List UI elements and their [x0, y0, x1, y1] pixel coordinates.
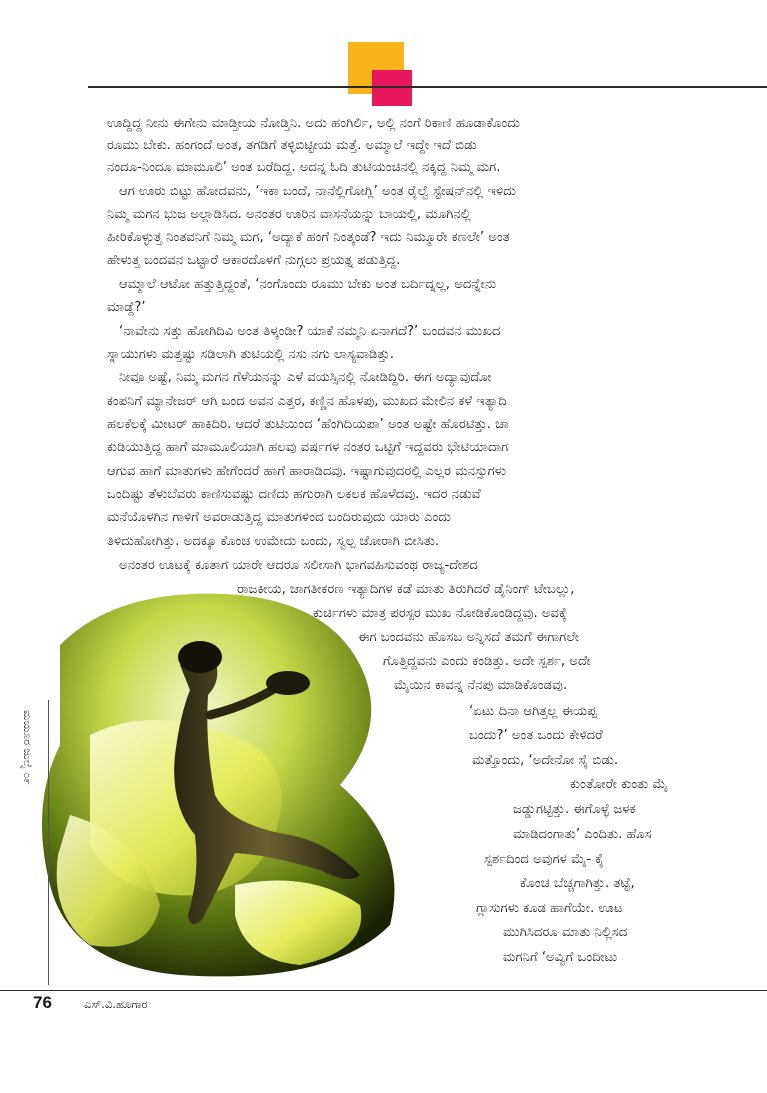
illustration	[30, 585, 475, 985]
text-line: ಕಂಪನಿಗೆ ಮ್ಯಾನೇಜರ್ ಆಗಿ ಬಂದ ಅವನ ಎತ್ತರ, ಕಣ್ಣಿನ ಹೊಳಪು, ಮುಖದ ಮೇಲಿನ ಕಳೆ ಇತ್ಯಾದಿ	[107, 394, 507, 409]
text-line: ಒಂದಿಷ್ಟು ತೆಳುಬೆವರು ಕಾಣಿಸುವಷ್ಟು ದಣಿದು ಹಗುರಾಗಿ ಲಕಲಕ ಹೊಳೆದವು. ಇದರ ನಡುವೆ	[107, 487, 481, 502]
text-line: ಮುಗಿಸಿದರೂ ಮಾತು ನಿಲ್ಲಿಸದ	[503, 925, 628, 940]
text-line: ಕುಂತೋರೇ ಕುಂತು ಮೈ	[570, 777, 668, 792]
margin-rule	[48, 700, 49, 985]
header-rule	[88, 86, 767, 88]
text-line: ಮಗನಿಗೆ ‘ಅವ್ವಿಗೆ ಒಂದೀಟು	[503, 950, 618, 965]
text-line: ಆಗ ಊರು ಬಿಟ್ಟು ಹೋದವನು, ‘ಇಕಾ ಬಂದೆ, ನಾನೆಲ್ಲಿಗೋಗ್ಲಿ’ ಅಂತ ರೈಲ್ವೆ ಸ್ಟೇಷನ್‌ನಲ್ಲಿ ಇಳಿದು	[119, 184, 516, 199]
text-line: ರಾಜಕೀಯ, ಜಾಗತೀಕರಣ ಇತ್ಯಾದಿಗಳ ಕಡೆ ಮಾತು ತಿರುಗಿದರೆ ಡೈನಿಂಗ್ ಟೇಬಲ್ಲು,	[237, 582, 575, 597]
text-line: ಗೊತ್ತಿದ್ದವನು ಎಂದು ಕಂಡಿತ್ತು. ಅದೇ ಸ್ಪರ್ಶ, ಅದೇ	[383, 654, 591, 669]
text-line: ಮತ್ತೊಂದು, ‘ಅದೇನೋ ಸೈ ಬಿಡು.	[472, 753, 619, 768]
text-line: ಮನೆಯೊಳಗಿನ ಗಾಳಿಗೆ ಅವರಾಡುತ್ತಿದ್ದ ಮಾತುಗಳಿಂದ ಬಂದಿರುವುದು ಯಾರು ಎಂದು	[107, 510, 452, 525]
text-line: ಕೊಂಚ ಬೆಚ್ಚಗಾಗಿತ್ತು. ತಟ್ಟೆ,	[520, 876, 635, 891]
text-line: ಆಮ್ಮಾಲೆ ಆಟೋ ಹತ್ತುತ್ತಿದ್ದಂತೆ, ‘ನಂಗೊಂದು ರೂಮು ಬೇಕು ಅಂತ ಬರ್ದಿದ್ನಲ್ಲ, ಅದನ್ನೇನು	[119, 277, 497, 292]
text-line: ಆಗುವ ಹಾಗೆ ಮಾತುಗಳು ಹೇಗೆಂದರೆ ಹಾಗೆ ಹಾರಾಡಿದವು. ಇಷ್ಟಾಗುವುದರಲ್ಲಿ ಎಲ್ಲರ ಮನಸ್ಸುಗಳು	[107, 464, 507, 479]
text-line: ನೀವೂ ಅಷ್ಟೆ, ನಿಮ್ಮ ಮಗನ ಗೆಳೆಯನನ್ನು ಎಳೆ ವಯಸ್ಸಿನಲ್ಲಿ ನೋಡಿದ್ದಿರಿ. ಈಗ ಅದ್ಯಾವುದೋ	[119, 370, 492, 385]
text-line: ‘ಏಟು ದಿನಾ ಆಗಿತ್ತಲ್ಲ ಈಯಪ್ಪ	[469, 704, 597, 719]
text-line: ಸ್ನಾಯುಗಳು ಮತ್ತಷ್ಟು ಸಡಿಲಾಗಿ ತುಟಿಯಲ್ಲಿ ನಸು ನಗು ಲಾಸ್ಯವಾಡಿತ್ತು.	[107, 347, 394, 362]
text-line: ಅನಂತರ ಊಟಕ್ಕೆ ಕೂತಾಗ ಯಾರೇ ಆದರೂ ಸಲೀಸಾಗಿ ಭಾಗವಹಿಸುವಂಥ ರಾಜ್ಯ-ದೇಶದ	[119, 558, 478, 573]
text-line: ‘ನಾವೇನು ಸತ್ತು ಹೋಗಿದಿವಿ ಅಂತ ತಿಳ್ಕಂಡೀ? ಯಾಕೆ ನಮ್ಮನಿ ಏನಾಗದೆ?’ ಬಂದವನ ಮುಖದ	[119, 324, 501, 339]
text-line: ನಿಮ್ಮ ಮಗನ ಭುಜ ಅಲ್ಲಾಡಿಸಿದ. ಅನಂತರ ಊರಿನ ವಾಸನೆಯನ್ನು ಬಾಯಲ್ಲಿ, ಮೂಗಿನಲ್ಲಿ	[107, 207, 471, 222]
text-line: ಹಲಕೆಲಕ್ಕೆ ಮೀಟರ್ ಹಾಕಿದಿರಿ. ಆದರೆ ತುಟಿಯಿಂದ ‘ಹೆಂಗಿದಿಯಪಾ’ ಅಂತ ಅಷ್ಟೇ ಹೊರಟಿತ್ತು. ಚಾ	[107, 417, 509, 432]
text-line: ತಿಳಿದುಹೋಗಿತ್ತು. ಅದಕ್ಕೂ ಕೊಂಚ ಉಮೇದು ಬಂದು, ಸ್ವಲ್ಪ ಜೋರಾಗಿ ಬೀಸಿತು.	[107, 534, 440, 549]
text-line: ಕುರ್ಚಿಗಳು ಮಾತ್ರ ಪರಸ್ಪರ ಮುಖ ನೋಡಿಕೊಂಡಿದ್ದವು. ಅವಕ್ಕೆ	[313, 606, 567, 621]
text-line: ಮಾಡ್ದೆ?’	[107, 300, 146, 315]
footer-rule	[0, 990, 767, 991]
text-line: ಜಡ್ಡುಗಟ್ಟಿತ್ತು. ಈಗೊಳ್ಳೆ ಜಳಕ	[513, 802, 636, 817]
text-line: ಮಾಡಿದಂಗಾತು’ ಎಂದಿತು. ಹೊಸ	[513, 827, 652, 842]
text-line: ಊದ್ದಿದ್ದ ನೀನು ಈಗೇನು ಮಾಡ್ತೀಯ ನೋಡ್ತಿನಿ. ಅದು ಹಂಗಿರ್ಲಿ, ಅಲ್ಲಿ ನಂಗೆ ರಿಕಾಣಿ ಹೂಡಾಕೊಂದು	[107, 116, 520, 131]
page-number: 76	[33, 993, 52, 1012]
text-line: ಗ್ಲಾಸುಗಳು ಕೂಡ ಹಾಗೆಯೇ. ಊಟ	[476, 901, 623, 916]
text-line: ಕುಡಿಯುತ್ತಿದ್ದ ಹಾಗೆ ಮಾಮೂಲಿಯಾಗಿ ಹಲವು ವರ್ಷಗಳ ನಂತರ ಒಟ್ಟಿಗೆ ಇದ್ದವರು ಭೇಟಿಯಾದಾಗ	[107, 440, 509, 455]
author-name: ಎಸ್.ವಿ.ಹೂಗಾರ	[84, 997, 148, 1011]
margin-note: ಮಯೂರ ಜುಲೈ ೦೯	[21, 710, 34, 785]
text-line: ಹೇಳುತ್ತ ಬಂದವನ ಒಟ್ಟಾರೆ ಆಕಾರದೊಳಗೆ ನುಗ್ಗಲು ಪ್ರಯತ್ನ ಪಡುತ್ತಿದ್ದ.	[107, 253, 401, 268]
header-accent-pink	[372, 70, 412, 106]
text-line: ಹೀರಿಕೊಳ್ಳುತ್ತ ನಿಂತವನಿಗೆ ನಿಮ್ಮ ಮಗ, ‘ಅದ್ಯಾಕೆ ಹಂಗೆ ನಿಂತ್ಕಂಡೆ? ಇದು ನಿಮ್ಮೂರೇ ಕಣಲೇ’ ಅಂತ	[107, 230, 510, 245]
text-line: ರೂಮು ಬೇಕು. ಹಂಗಂದೆ ಅಂತ, ತಗಡಿಗೆ ತಳ್ಳಿಬಿಟ್ಟೀಯ ಮತ್ತೆ. ಅಮ್ಮಾಲೆ ಇದ್ದೇ ಇದೆ ಬಿಡು	[107, 138, 477, 153]
text-line: ಸ್ಪರ್ಶದಿಂದ ಅವುಗಳ ಮೈ- ಕೈ	[484, 852, 604, 867]
text-line: ಬಂದು?’ ಅಂತ ಒಂದು ಕೇಳಿದರೆ	[469, 728, 603, 743]
text-line: ಈಗ ಬಂದವನು ಹೊಸಬ ಅನ್ನಿಸದೆ ತಮಗೆ ಈಗಾಗಲೇ	[358, 630, 580, 645]
text-line: ನಂದೂ-ನಿಂದೂ ಮಾಮೂಲಿ’ ಅಂತ ಬರೆದಿದ್ದ. ಅದನ್ನ ಓದಿ ತುಟಿಯಂಚಿನಲ್ಲಿ ನಕ್ಕಿದ್ದ ನಿಮ್ಮ ಮಗ.	[107, 160, 501, 175]
text-line: ಮೈಯಿನ ಕಾವನ್ನ ನೆನಪು ಮಾಡಿಕೊಂಡವು.	[394, 678, 568, 693]
